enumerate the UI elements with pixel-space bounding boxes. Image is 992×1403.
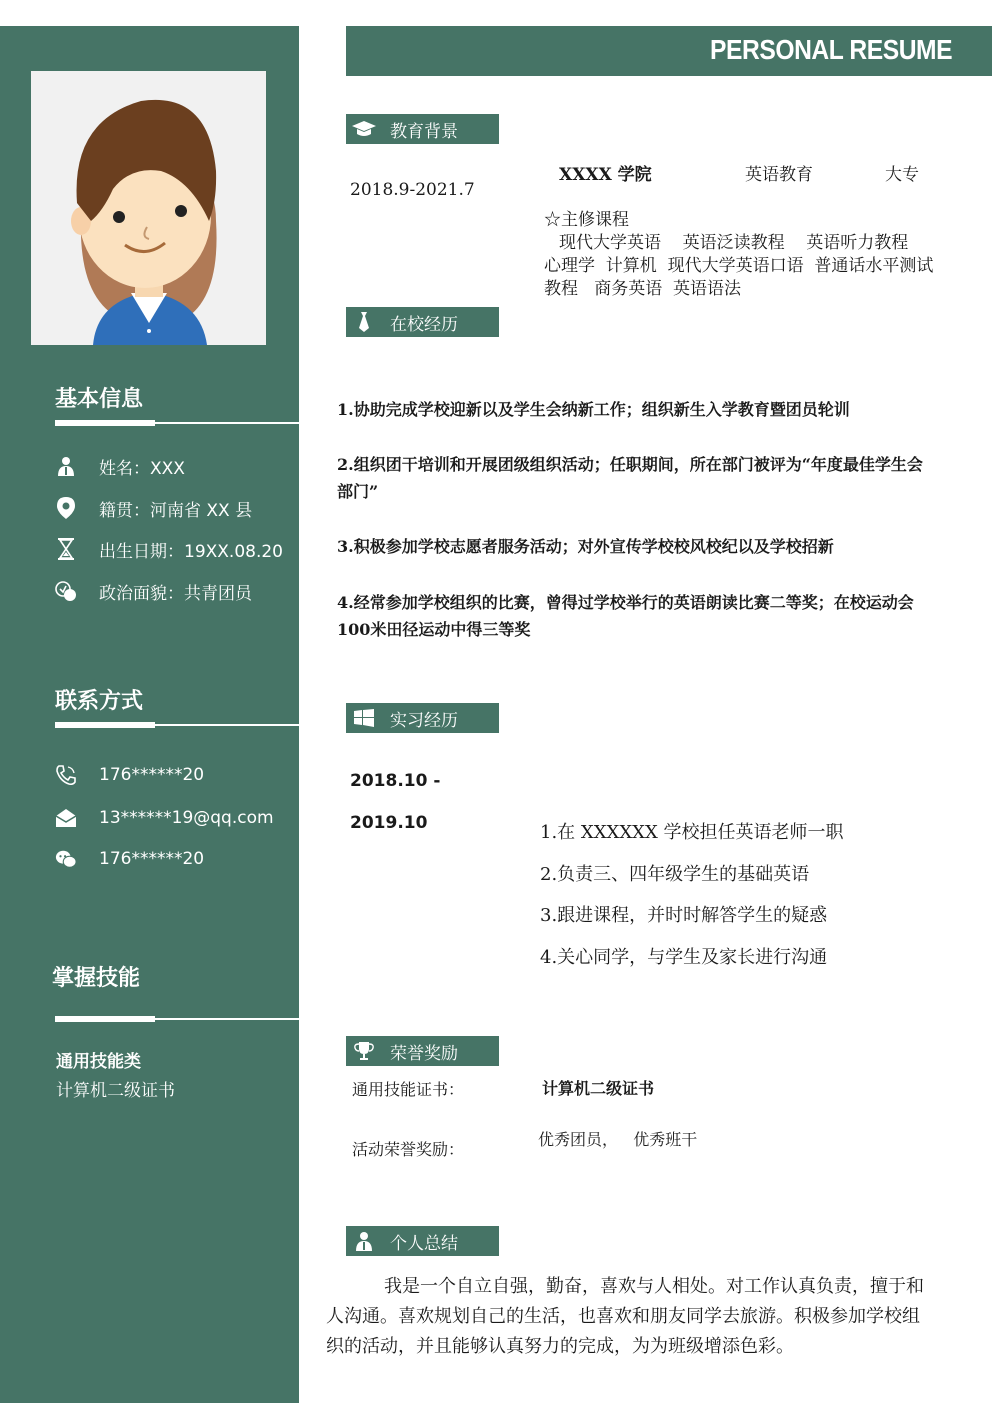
sidebar bbox=[0, 26, 299, 1403]
education-major: 英语教育 bbox=[745, 165, 813, 185]
wechat-text: 176******20 bbox=[99, 849, 205, 869]
honors-row1-value: 计算机二级证书 bbox=[542, 1079, 655, 1098]
hometown-row bbox=[55, 495, 252, 521]
skills-divider bbox=[55, 1018, 299, 1020]
education-degree: 大专 bbox=[885, 165, 919, 185]
summary-heading-bar bbox=[346, 1226, 499, 1256]
internship-item-1: 1.在 XXXXXX 学校担任英语老师一职 bbox=[540, 822, 844, 843]
campus-heading-bar bbox=[346, 307, 499, 337]
campus-item-2: 2.组织团干培训和开展团级组织活动；任职期间，所在部门被评为“年度最佳学生会部门” bbox=[337, 455, 923, 501]
name-text: 姓名：XXX bbox=[99, 458, 185, 479]
summary-heading: 个人总结 bbox=[390, 1233, 458, 1254]
campus-item-4: 4.经常参加学校组织的比赛，曾得过学校举行的英语朗读比赛二等奖；在校运动会100米田径运动中得三等奖 bbox=[337, 593, 914, 639]
internship-heading: 实习经历 bbox=[390, 710, 458, 731]
skills-category: 通用技能类 bbox=[56, 1052, 141, 1072]
campus-heading: 在校经历 bbox=[390, 314, 458, 335]
badge-icon bbox=[55, 580, 77, 602]
internship-heading-bar bbox=[346, 703, 499, 733]
internship-item-2: 2.负责三、四年级学生的基础英语 bbox=[540, 864, 810, 885]
honors-heading: 荣誉奖励 bbox=[390, 1043, 458, 1064]
phone-text: 176******20 bbox=[99, 765, 205, 785]
political-row bbox=[55, 578, 252, 604]
courses-line-2: 心理学 计算机 现代大学英语口语 普通话水平测试 bbox=[544, 256, 934, 276]
title-bar bbox=[346, 26, 992, 76]
skills-item: 计算机二级证书 bbox=[56, 1081, 175, 1101]
campus-item-1: 1.协助完成学校迎新以及学生会纳新工作；组织新生入学教育暨团员轮训 bbox=[337, 400, 850, 419]
courses-line-3: 教程 商务英语 英语语法 bbox=[544, 279, 742, 299]
email-text: 13******19@qq.com bbox=[99, 808, 274, 828]
contact-divider bbox=[55, 724, 299, 726]
courses-line-1: 现代大学英语 英语泛读教程 英语听力教程 bbox=[559, 233, 909, 253]
contact-heading: 联系方式 bbox=[55, 689, 144, 714]
summary-text: 我是一个自立自强，勤奋，喜欢与人相处。对工作认真负责，擅于和人沟通。喜欢规划自己的生活，也喜欢和朋友同学去旅游。积极参加学校组织的活动，并且能够认真努力的完成，为为班级增添色彩。 bbox=[326, 1276, 924, 1357]
wechat-icon bbox=[55, 848, 77, 870]
honors-row2-label: 活动荣誉奖励： bbox=[352, 1140, 465, 1159]
person-icon bbox=[352, 1231, 376, 1251]
education-heading-bar bbox=[346, 114, 499, 144]
internship-period-start: 2018.10 - bbox=[350, 771, 441, 791]
basic-info-divider bbox=[55, 422, 299, 424]
tie-icon bbox=[352, 312, 376, 332]
political-text: 政治面貌：共青团员 bbox=[99, 583, 252, 604]
honors-heading-bar bbox=[346, 1036, 499, 1066]
location-pin-icon bbox=[55, 497, 77, 519]
email-icon bbox=[55, 807, 77, 829]
wechat-row bbox=[55, 846, 204, 872]
phone-icon bbox=[55, 764, 77, 786]
person-icon bbox=[55, 455, 77, 477]
birthdate-text: 出生日期：19XX.08.20 bbox=[99, 541, 283, 562]
windows-icon bbox=[352, 709, 376, 727]
courses-label: ☆主修课程 bbox=[544, 210, 629, 230]
avatar bbox=[31, 71, 266, 345]
trophy-icon bbox=[352, 1041, 376, 1061]
internship-item-3: 3.跟进课程，并时时解答学生的疑惑 bbox=[540, 905, 828, 926]
skills-heading: 掌握技能 bbox=[52, 966, 141, 991]
education-period: 2018.9-2021.7 bbox=[350, 180, 475, 200]
internship-item-4: 4.关心同学，与学生及家长进行沟通 bbox=[540, 947, 828, 968]
cartoon-avatar-icon bbox=[31, 71, 266, 345]
education-school: XXXX 学院 bbox=[559, 165, 652, 185]
hometown-text: 籍贯：河南省 XX 县 bbox=[99, 500, 253, 521]
graduation-cap-icon bbox=[352, 121, 376, 137]
email-row bbox=[55, 805, 274, 831]
honors-row1-label: 通用技能证书： bbox=[352, 1080, 465, 1099]
basic-info-heading: 基本信息 bbox=[55, 387, 144, 412]
education-heading: 教育背景 bbox=[390, 121, 458, 142]
phone-row bbox=[55, 762, 204, 788]
birthdate-row bbox=[55, 536, 283, 562]
honors-row2-value: 优秀团员， 优秀班干 bbox=[538, 1130, 698, 1149]
campus-item-3: 3.积极参加学校志愿者服务活动；对外宣传学校校风校纪以及学校招新 bbox=[337, 537, 834, 556]
internship-period-end: 2019.10 bbox=[350, 813, 428, 833]
name-row bbox=[55, 453, 185, 479]
page-title: PERSONAL RESUME bbox=[709, 34, 952, 65]
hourglass-icon bbox=[55, 538, 77, 560]
